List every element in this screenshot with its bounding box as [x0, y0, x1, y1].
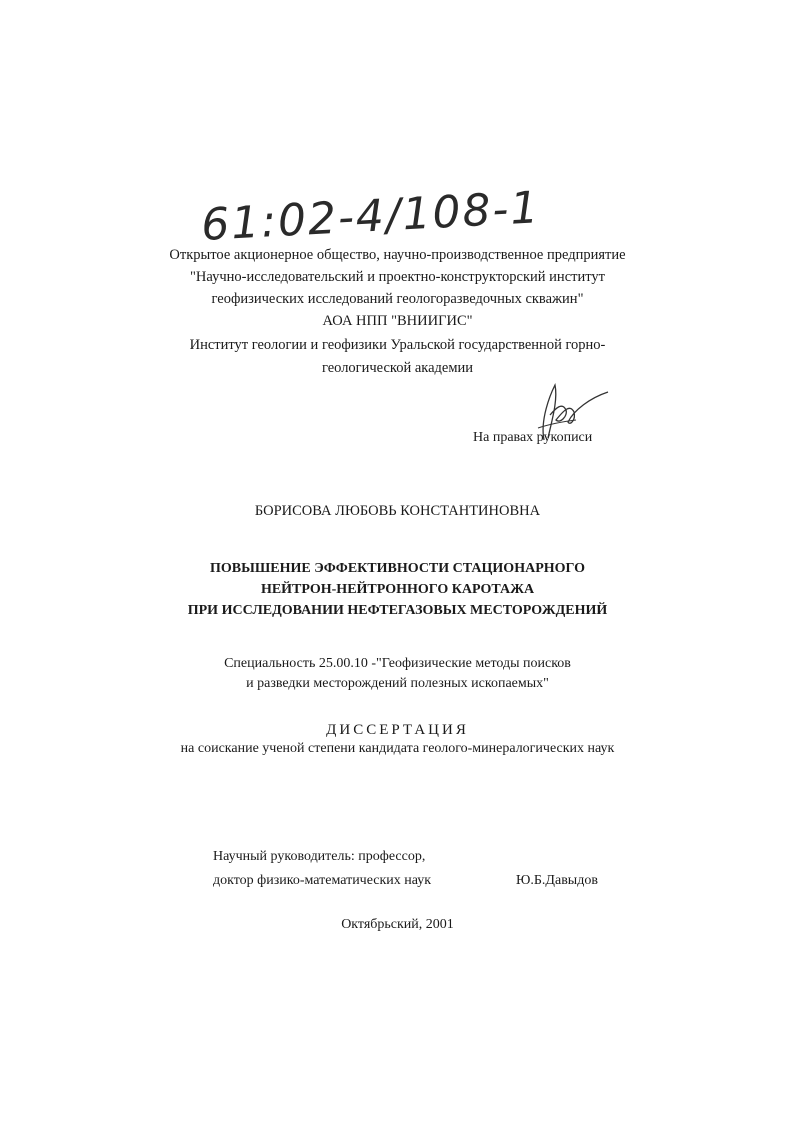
organization-line-2: "Научно-исследовательский и проектно-конструкторский институт [190, 269, 605, 285]
specialty [0, 654, 795, 694]
organization-line-5: Институт геологии и геофизики Уральской государственной горно- [189, 337, 606, 353]
organization-line-4: АОА НПП "ВНИИГИС" [322, 313, 473, 329]
title-line-2: НЕЙТРОН-НЕЙТРОННОГО КАРОТАЖА [260, 582, 535, 597]
title-line-3: ПРИ ИССЛЕДОВАНИИ НЕФТЕГАЗОВЫХ МЕСТОРОЖДЕНИЙ [187, 603, 608, 618]
manuscript-rights: На правах рукописи [473, 430, 593, 445]
supervisor-name: Ю.Б.Давыдов [516, 873, 598, 888]
specialty-line-2: и разведки месторождений полезных ископаемых" [246, 676, 549, 691]
dissertation-title [0, 558, 795, 621]
place-year: Октябрьский, 2001 [341, 917, 454, 932]
organization-line-3: геофизических исследований геологоразведочных скважин" [211, 291, 584, 307]
title-line-1: ПОВЫШЕНИЕ ЭФФЕКТИВНОСТИ СТАЦИОНАРНОГО [210, 561, 585, 576]
supervisor-line-2: доктор физико-математических наук [213, 873, 432, 888]
author-name: БОРИСОВА ЛЮБОВЬ КОНСТАНТИНОВНА [254, 503, 541, 519]
organization-line-1: Открытое акционерное общество, научно-производственное предприятие [169, 247, 626, 263]
specialty-line-1: Специальность 25.00.10 -"Геофизические методы поисков [224, 656, 571, 671]
archive-number-handwritten: 61:02-4/108-1 [200, 182, 542, 251]
organization-line-6: геологической академии [321, 360, 474, 376]
dissertation-label: ДИССЕРТАЦИЯ [326, 722, 469, 738]
supervisor-line-1: Научный руководитель: профессор, [213, 849, 426, 864]
dissertation-subtitle: на соискание ученой степени кандидата геолого-минералогических наук [180, 741, 615, 756]
